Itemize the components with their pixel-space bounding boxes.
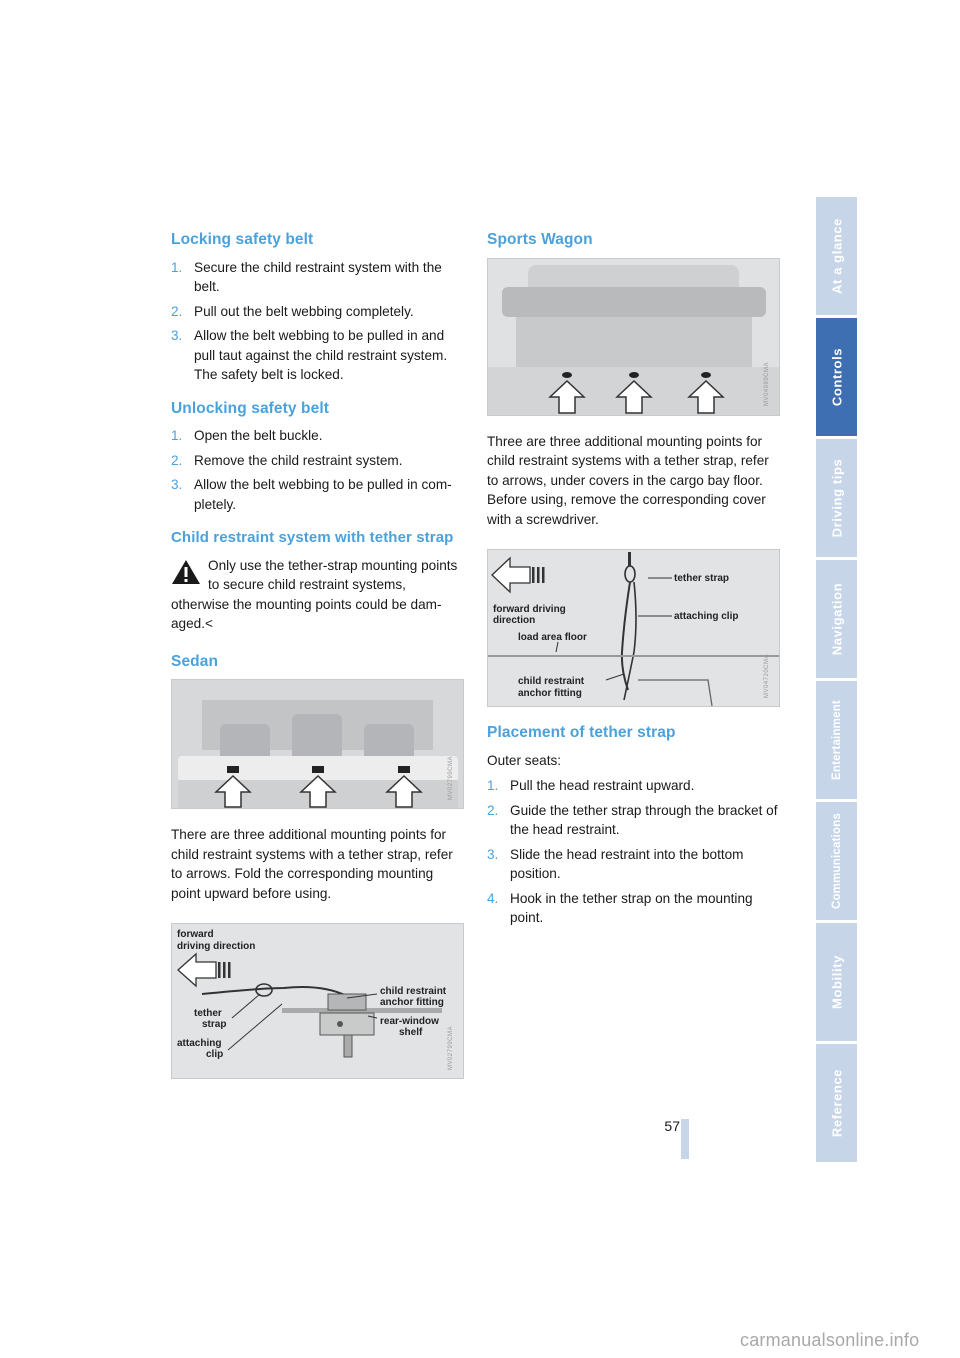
sports-wagon-heading: Sports Wagon [487, 231, 593, 248]
tab-controls[interactable]: Controls [816, 318, 857, 436]
left-column [171, 230, 463, 1095]
list-item: 2. Remove the child restraint system. [171, 452, 403, 468]
list-item: 2. Guide the tether strap through the bracket of the head restraint. [487, 802, 778, 837]
svg-text:tether strap: tether strap [674, 573, 730, 584]
wagon-photo: MV04989CMA [487, 258, 780, 416]
locking-safety-belt-heading: Locking safety belt [171, 231, 314, 248]
sedan-photo: MV02799CMA [171, 679, 464, 809]
list-item: 1. Open the belt buckle. [171, 428, 323, 443]
svg-text:direction: direction [493, 615, 536, 626]
sedan-heading: Sedan [171, 652, 219, 670]
tether-strap-heading: Child restraint system with tether strap [171, 529, 454, 546]
list-item: 1. Secure the child restraint system with the belt. [171, 259, 442, 294]
placement-steps [487, 776, 779, 928]
svg-text:anchor fitting: anchor fitting [380, 997, 444, 1008]
svg-text:driving direction: driving direction [177, 941, 256, 952]
warning-icon [171, 559, 201, 585]
list-item: 4. Hook in the tether strap on the mounting point. [487, 890, 753, 925]
tab-navigation[interactable]: Navigation [816, 560, 857, 678]
svg-text:load area floor: load area floor [518, 632, 587, 643]
list-item: 1. Pull the head restraint upward. [487, 778, 695, 793]
svg-text:tether: tether [194, 1008, 222, 1019]
warning-text: Only use the tether-strap mounting points to secure child restraint systems, otherwise the mounting points could be dam-aged.< [171, 557, 458, 631]
svg-text:forward driving: forward driving [493, 604, 566, 615]
svg-text:strap: strap [202, 1019, 227, 1030]
svg-text:shelf: shelf [399, 1027, 423, 1038]
list-item: 3. Allow the belt webbing to be pulled in and pull taut against the child restraint system. The safety belt is locked. [171, 328, 448, 382]
svg-text:anchor fitting: anchor fitting [518, 688, 582, 699]
svg-text:child restraint: child restraint [518, 676, 585, 687]
placement-heading: Placement of tether strap [487, 724, 676, 741]
placement-intro: Outer seats: [487, 752, 562, 768]
chapter-tabs [816, 197, 857, 1165]
tab-driving-tips[interactable]: Driving tips [816, 439, 857, 557]
page-number-bar [681, 1119, 689, 1159]
list-item: 3. Slide the head restraint into the bottom position. [487, 846, 744, 881]
locking-steps [171, 258, 463, 385]
watermark: carmanualsonline.info [740, 1330, 920, 1350]
unlocking-safety-belt-heading: Unlocking safety belt [171, 399, 329, 417]
tab-communications[interactable]: Communications [816, 802, 857, 920]
wagon-diagram: tether strap forward driving direction attaching clip load area floor child restraint anchor fitting MV04720CMA [487, 549, 780, 707]
list-item: 2. Pull out the belt webbing completely. [171, 303, 414, 319]
svg-text:child restraint: child restraint [380, 986, 447, 997]
tab-entertainment[interactable]: Entertainment [816, 681, 857, 799]
right-column [487, 230, 779, 942]
warning-note [171, 556, 463, 634]
svg-text:attaching: attaching [177, 1038, 222, 1049]
svg-text:forward: forward [177, 929, 214, 940]
svg-text:clip: clip [206, 1049, 224, 1060]
svg-text:rear-window: rear-window [380, 1016, 439, 1027]
unlocking-steps [171, 426, 463, 514]
tab-at-a-glance[interactable]: At a glance [816, 197, 857, 315]
sedan-diagram: forward driving direction child restraint anchor fitting rear-window shelf tether strap attaching clip MV02799CMA [171, 923, 464, 1079]
svg-text:attaching clip: attaching clip [674, 611, 739, 622]
list-item: 3. Allow the belt webbing to be pulled in com-pletely. [171, 477, 452, 512]
wagon-text: Three are three additional mounting points for child restraint systems with a tether strap, refer to arrows, under covers in the cargo bay floor. Before using, remove the corresponding cover with a screwdriver. [487, 433, 769, 527]
sedan-text: There are three additional mounting points for child restraint systems with a tether strap, refer to arrows. Fold the corresponding mounting point upward before using. [171, 827, 453, 901]
tab-reference[interactable]: Reference [816, 1044, 857, 1162]
tab-mobility[interactable]: Mobility [816, 923, 857, 1041]
page-number: 57 [664, 1118, 680, 1134]
